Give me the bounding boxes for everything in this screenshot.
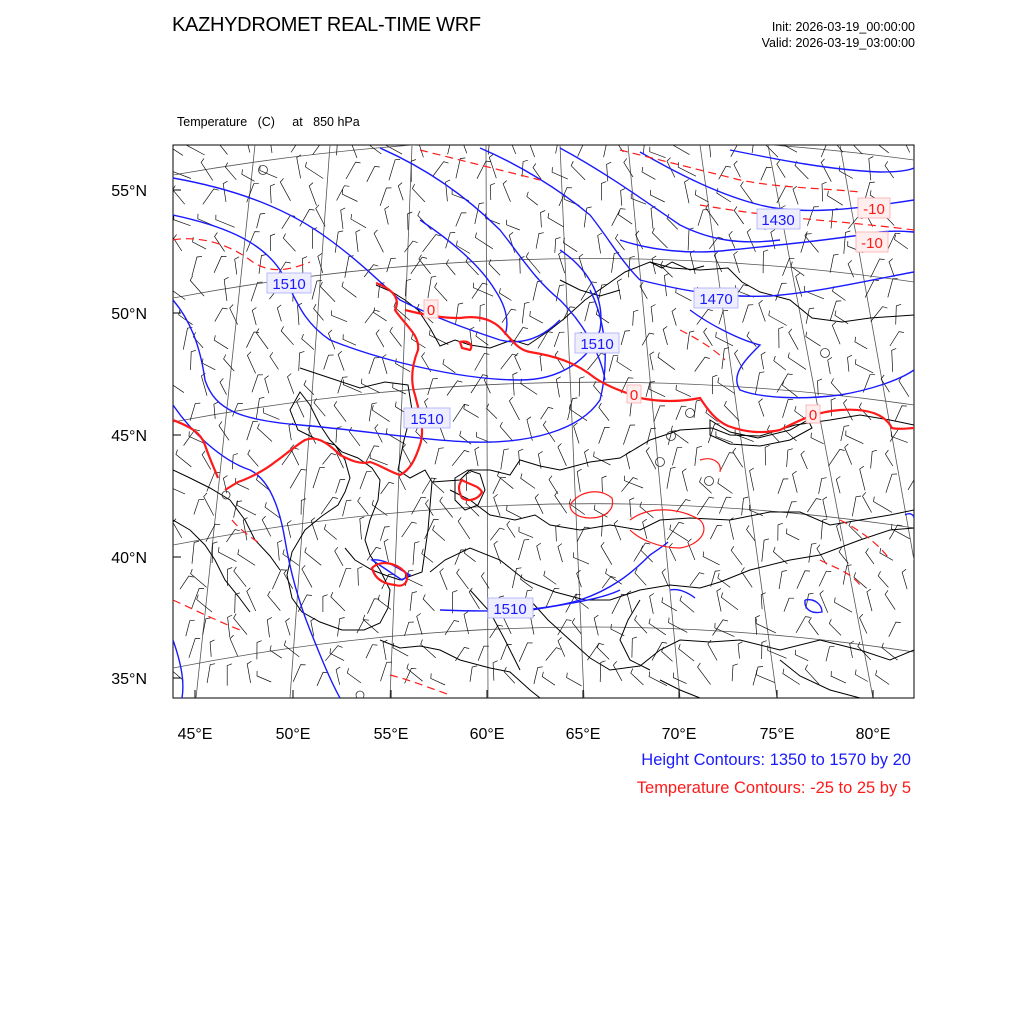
lon-label-50: 50°E — [275, 726, 311, 743]
height-contour-legend: Height Contours: 1350 to 1570 by 20 — [641, 751, 911, 769]
lon-label-70: 70°E — [661, 726, 697, 743]
valid-time: Valid: 2026-03-19_03:00:00 — [761, 36, 915, 50]
field-temperature: Temperature (C) at 850 hPa — [177, 115, 360, 129]
lat-label-40: 40°N — [111, 550, 147, 567]
lat-label-35: 35°N — [111, 671, 147, 688]
longitude-labels — [178, 726, 891, 743]
height-label-1430: 1430 — [761, 212, 795, 229]
lon-label-80: 80°E — [855, 726, 891, 743]
lat-label-45: 45°N — [111, 428, 147, 445]
temp-label-neg10-a: -10 — [863, 201, 885, 218]
temp-label-0-west: 0 — [426, 302, 436, 319]
height-label-1510-west: 1510 — [272, 276, 306, 293]
temp-label-0-center: 0 — [629, 387, 639, 404]
init-time: Init: 2026-03-19_00:00:00 — [771, 20, 915, 34]
lon-label-55: 55°E — [373, 726, 409, 743]
lat-label-55: 55°N — [111, 183, 147, 200]
height-label-1510-south: 1510 — [493, 601, 527, 618]
lon-label-65: 65°E — [565, 726, 601, 743]
temp-label-neg10-b: -10 — [861, 235, 883, 252]
lon-label-75: 75°E — [759, 726, 795, 743]
height-label-1470: 1470 — [699, 291, 733, 308]
latitude-labels — [111, 183, 147, 688]
lon-label-45: 45°E — [177, 726, 213, 743]
temp-label-0-east: 0 — [808, 407, 818, 424]
height-label-1510-center: 1510 — [410, 411, 444, 428]
lon-label-60: 60°E — [469, 726, 505, 743]
lat-label-50: 50°N — [111, 306, 147, 323]
chart-title: KAZHYDROMET REAL-TIME WRF — [172, 14, 481, 36]
height-label-1510-north: 1510 — [580, 336, 614, 353]
temperature-contour-legend: Temperature Contours: -25 to 25 by 5 — [636, 779, 911, 797]
